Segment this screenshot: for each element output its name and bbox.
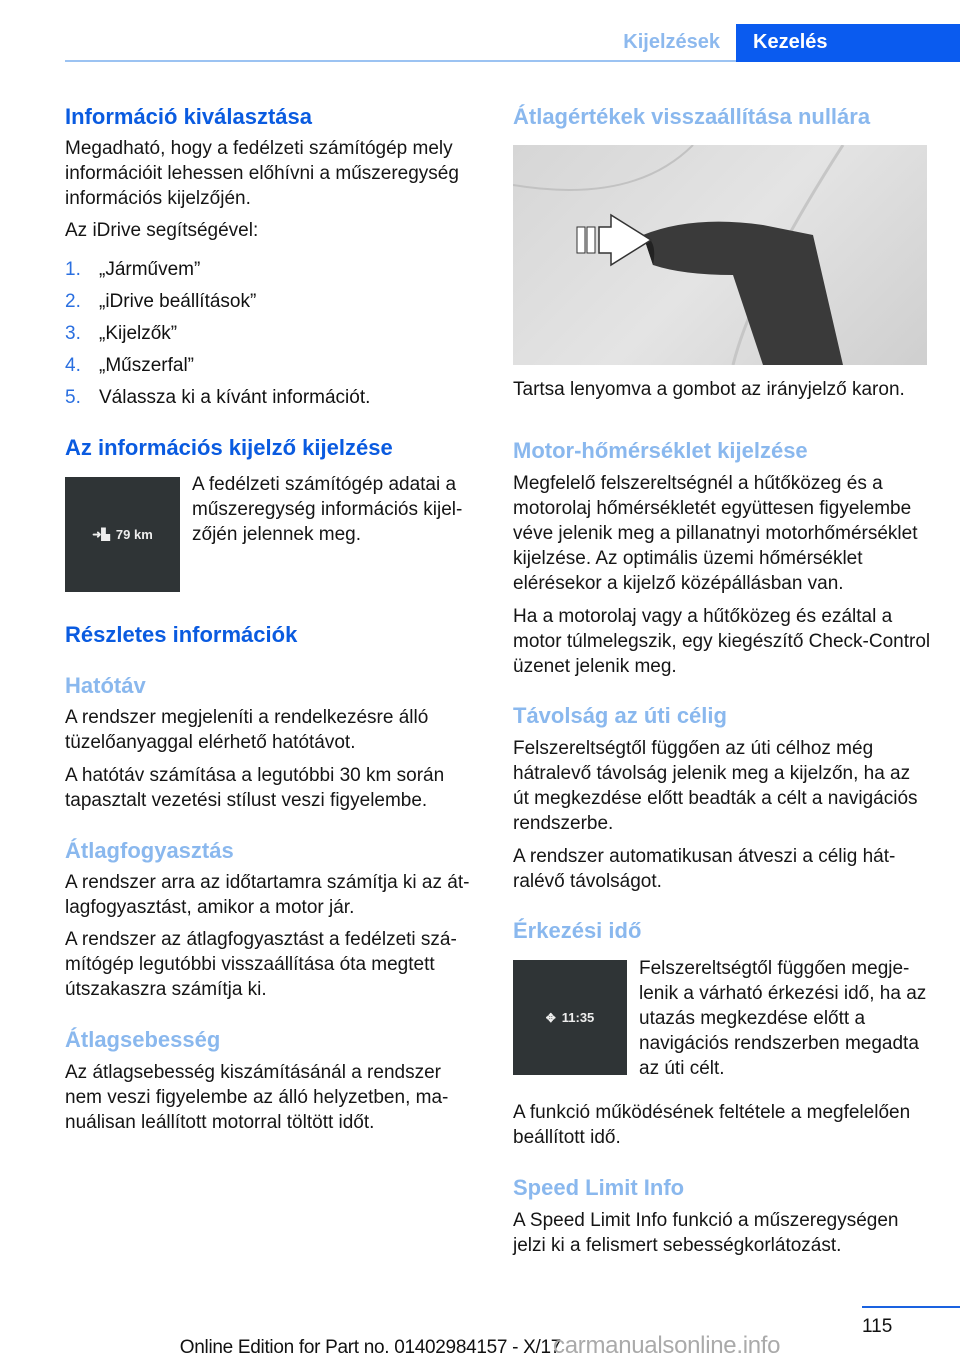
heading-speed: Átlagsebesség xyxy=(65,1027,221,1052)
heading-info-select: Információ kiválasztása xyxy=(65,104,313,129)
heading-details: Részletes információk xyxy=(65,622,298,647)
watermark: carmanualsonline.info xyxy=(553,1332,781,1359)
arrival-time-value: 11:35 xyxy=(561,1010,595,1025)
paragraph: Megfelelő felszereltségnél a hűtőközeg és a motorolaj hőmérsékletét együttesen figyelembe véve jelenik meg a pillanatnyi motorhőmérséklet kijelzése. Az optimális üzemi hőmérséklet elérésekor a kijelző középállásban van. xyxy=(513,473,918,594)
flag-icon: ✥ xyxy=(545,1010,556,1025)
lever-button-arrow-illustration xyxy=(513,145,927,365)
paragraph: Az átlagsebesség kiszámításánál a rendszer nem veszi figyelembe az álló helyzetben, manuálisan leállított motorral töltött időt. xyxy=(65,1062,449,1133)
list-item xyxy=(65,321,465,346)
list-text: „Kijelzők” xyxy=(99,323,178,344)
heading-arrival: Érkezési idő xyxy=(513,918,642,943)
list-text: Válassza ki a kívánt információt. xyxy=(99,387,371,408)
tab-kezeles[interactable]: Kezelés xyxy=(736,24,960,62)
range-value: 79 km xyxy=(115,527,153,542)
paragraph: A rendszer arra az időtartamra számítja ki az átlagfogyasztást, amikor a motor jár. xyxy=(65,872,470,918)
tab-kijelzesek[interactable]: Kijelzések xyxy=(623,31,720,53)
heading-consumption: Átlagfogyasztás xyxy=(65,838,234,863)
range-display-image xyxy=(65,477,180,592)
heading-engine-temp: Motor-hőmérséklet kijelzése xyxy=(513,438,808,463)
paragraph: Tartsa lenyomva a gombot az irányjelző karon. xyxy=(513,379,905,400)
list-item xyxy=(65,289,465,314)
paragraph: A rendszer az átlagfogyasztást a fedélzeti számítógép legutóbbi visszaállítása óta megtett útszakaszra számítja ki. xyxy=(65,929,457,1000)
list-number: 1. xyxy=(65,259,81,280)
heading-reset: Átlagértékek visszaállítása nullára xyxy=(513,104,871,129)
paragraph: A funkció működésének feltétele a megfelelően beállított idő. xyxy=(513,1102,911,1148)
paragraph: Felszereltségtől függően az úti célhoz még hátralevő távolság jelenik meg a kijelzőn, ha az út megkezdése előtt beadták a célt a navigációs rendszerbe. xyxy=(513,738,918,834)
heading-range: Hatótáv xyxy=(65,673,146,698)
page-number-rule xyxy=(862,1306,960,1308)
paragraph: A rendszer automatikusan átveszi a célig hátralévő távolságot. xyxy=(513,846,896,892)
paragraph: Ha a motorolaj vagy a hűtőközeg és ezáltal a motor túlmelegszik, egy kiegészítő Check-Control üzenet jelenik meg. xyxy=(513,606,931,677)
list-text: „Járművem” xyxy=(99,259,201,280)
list-item xyxy=(65,385,465,410)
paragraph: A Speed Limit Info funkció a műszeregységen jelzi ki a felismert sebességkorlátozást. xyxy=(513,1210,899,1256)
paragraph: A fedélzeti számítógép adatai a műszeregység információs kijelzőjén jelennek meg. xyxy=(192,474,463,545)
heading-distance: Távolság az úti célig xyxy=(513,703,727,728)
list-number: 4. xyxy=(65,355,81,376)
page-number: 115 xyxy=(862,1316,893,1337)
list-item xyxy=(65,257,465,282)
heading-speed-limit-info: Speed Limit Info xyxy=(513,1175,685,1200)
paragraph: Felszereltségtől függően megjelenik a várható érkezési idő, ha az utazás megkezdése előtt a navigációs rendszerben megadta az úti célt. xyxy=(639,958,927,1079)
turn-signal-lever-image xyxy=(513,145,927,365)
paragraph: A hatótáv számítása a legutóbbi 30 km során tapasztalt vezetési stílust veszi figyelembe. xyxy=(65,765,445,811)
paragraph: Az iDrive segítségével: xyxy=(65,220,259,241)
paragraph: Megadható, hogy a fedélzeti számítógép mely információit lehessen előhívni a műszeregység információs kijelzőjén. xyxy=(65,138,459,209)
paragraph: A rendszer megjeleníti a rendelkezésre álló tüzelőanyaggal elérhető hatótávot. xyxy=(65,707,429,753)
edition-text: Online Edition for Part no. 01402984157 - X/17 xyxy=(179,1337,562,1358)
heading-display: Az információs kijelző kijelzése xyxy=(65,435,393,460)
list-text: „Műszerfal” xyxy=(99,355,195,376)
list-text: „iDrive beállítások” xyxy=(99,291,257,312)
arrival-display-image xyxy=(513,960,627,1075)
list-number: 2. xyxy=(65,291,81,312)
list-number: 3. xyxy=(65,323,81,344)
list-item xyxy=(65,353,465,378)
footer xyxy=(0,1332,960,1360)
list-number: 5. xyxy=(65,387,81,408)
fuel-pump-arrow-icon: ➜▙ xyxy=(92,529,110,541)
